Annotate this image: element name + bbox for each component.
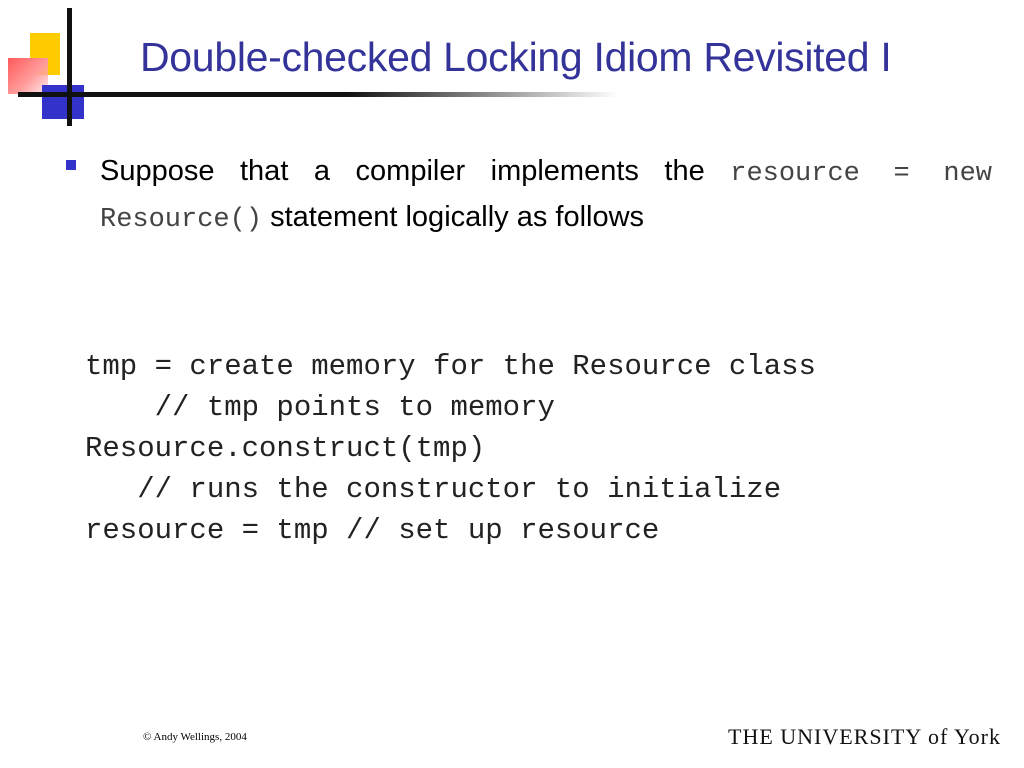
logo-blue-square — [42, 85, 84, 119]
bullet-text-after: statement logically as follows — [262, 201, 645, 233]
code-line-3: Resource.construct(tmp) — [85, 432, 486, 465]
code-line-2: // tmp points to memory — [85, 391, 555, 424]
university-logo: THE UNIVERSITY of York — [728, 724, 1001, 749]
bullet-text-before: Suppose that a compiler implements the — [100, 155, 731, 187]
logo-vertical-line — [67, 8, 72, 126]
title-underline — [18, 92, 618, 97]
code-line-1: tmp = create memory for the Resource class — [85, 350, 816, 383]
code-line-4: // runs the constructor to initialize — [85, 473, 782, 506]
slide-title: Double-checked Locking Idiom Revisited I — [140, 34, 892, 80]
bullet-square-icon — [66, 160, 76, 170]
bullet-inline-code: resource = new Resource() — [100, 159, 993, 235]
code-line-5: resource = tmp // set up resource — [85, 514, 660, 547]
bullet-text — [100, 150, 992, 242]
footer-copyright: © Andy Wellings, 2004 — [143, 731, 247, 743]
